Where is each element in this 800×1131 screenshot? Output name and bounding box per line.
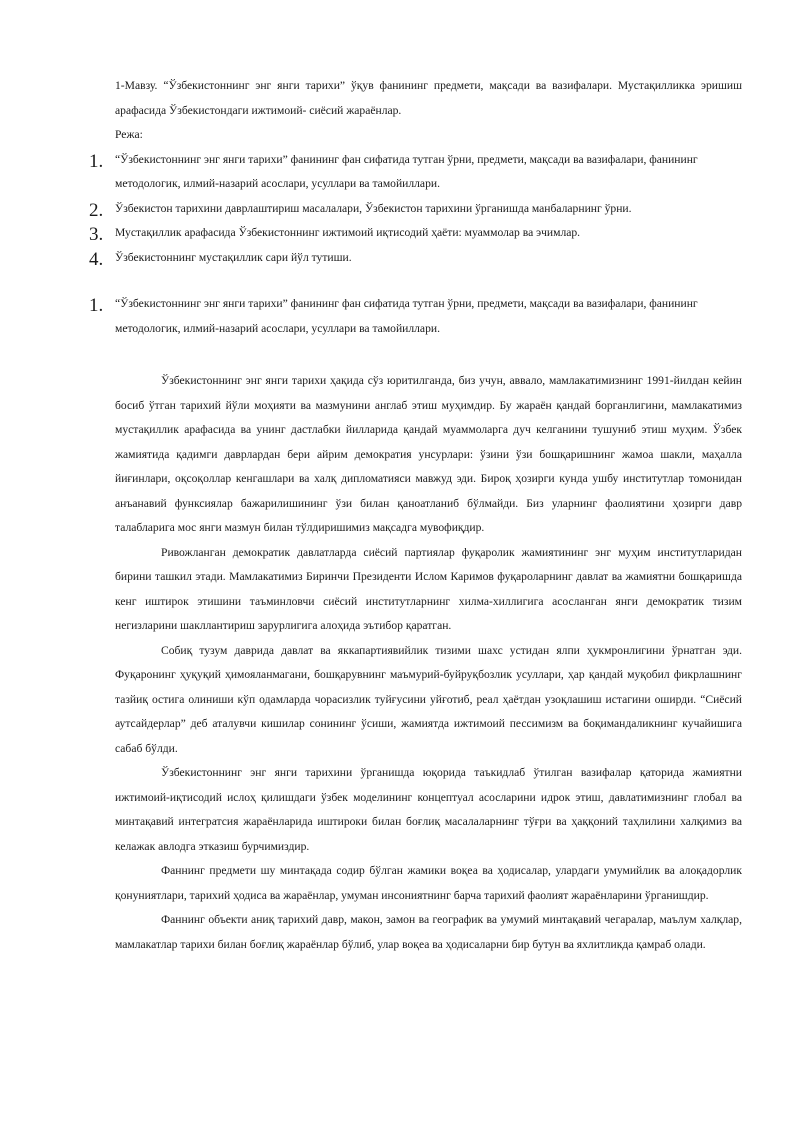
spacer [115, 341, 742, 369]
plan-item-text: Мустақиллик арафасида Ўзбекистоннинг ижтимоий иқтисодий ҳаёти: муаммолар ва эчимлар. [115, 226, 581, 239]
list-number: 1. [89, 150, 104, 172]
list-number: 4. [89, 248, 104, 270]
plan-list [89, 148, 742, 271]
plan-item [89, 221, 742, 246]
body-paragraph: Ўзбекистоннинг энг янги тарихи ҳақида сўз юритилганда, биз учун, аввало, мамлакатимизнинг 1991-йилдан кейин босиб ўтган тарихий йўли моҳияти ва мазмунини англаб этиш муҳимдир. Бу жараён қандай борганлигини, мамлакатимиз мустақиллик арафасида ва унинг дастлабки йилларида қандай муаммоларга дуч келганини тушуниб этиш муҳим. Ўзбек жамиятида қадимги даврлардан бери айрим демократия унсурлари: ўзини ўзи бошқаришнинг жамоа шакли, маҳалла йиғинлари, оқсоқоллар кенгашлари ва халқ дипломатияси мавжуд эди. Бироқ ҳозирги кунда ушбу институтлар томонидан анъанавий функсиялар бажарилишининг ўзи билан қаноатланиб бўлмайди. Биз уларнинг фаолиятини ҳозирги давр талабларига мос янги мазмун билан тўлдиришимиз мақсадга мувофиқдир. [115, 374, 742, 534]
body-paragraph: Фаннинг объекти аниқ тарихий давр, макон, замон ва географик ва умумий минтақавий чегаралар, маълум халқлар, мамлакатлар тарихи билан боғлиқ жараёнлар бўлиб, улар воқеа ва ҳодисаларни бир бутун ва яхлитликда қамраб олади. [115, 913, 742, 951]
section-heading [89, 292, 742, 341]
list-number: 1. [89, 295, 104, 316]
plan-label: Режа: [115, 128, 143, 141]
plan-item [89, 148, 742, 197]
body-paragraph: Ривожланган демократик давлатларда сиёсий партиялар фуқаролик жамиятининг энг муҳим институтларидан бирини ташкил этади. Мамлакатимиз Биринчи Президенти Ислом Каримов фуқароларнинг давлат ва жамиятни бошқаришда кенг иштирок этишини таъминловчи сиёсий институтларнинг хилма-хиллигига асосланган янги демократик тизим негизларини шакллантириш зарурлигига алоҳида эътибор қаратган. [115, 545, 742, 632]
document-page [89, 74, 742, 957]
topic-title: 1-Мавзу. “Ўзбекистоннинг энг янги тарихи” ўқув фанининг предмети, мақсади ва вазифалари. Мустақилликка эришиш арафасида Ўзбекистондаги ижтимоий- сиёсий жараёнлар. [115, 79, 742, 117]
plan-item-text: Ўзбекистон тарихини даврлаштириш масалалари, Ўзбекистон тарихини ўрганишда манбаларнинг ўрни. [115, 201, 632, 215]
body-paragraph: Собиқ тузум даврида давлат ва яккапартиявийлик тизими шахс устидан ялпи ҳукмронлигини ўрнатган эди. Фуқаронинг ҳуқуқий ҳимояланмагани, бошқарувнинг маъмурий-буйруқбозлик усуллари, ҳар қандай муқобил фикрлашнинг тазйиқ остига олиниши кўп одамларда чорасизлик туйғусини уйғотиб, реал ҳаётдан узоқлашиш истагини оширди. “Сиёсий аутсайдерлар” деб аталувчи кишилар сонининг ўсиши, жамиятда ижтимоий пессимизм ва боқимандаликнинг кучайишига сабаб бўлди. [115, 643, 742, 755]
body-paragraph: Фаннинг предмети шу минтақада содир бўлган жамики воқеа ва ҳодисалар, улардаги умумийлик ва алоқадорлик қонуниятлари, тарихий ҳодиса ва жараёнлар, умуман инсониятнинг барча тарихий фаолият жараёнларини ўрганишдир. [115, 864, 742, 902]
plan-item [89, 197, 742, 222]
plan-item-text: Ўзбекистоннинг мустақиллик сари йўл тутиши. [115, 250, 352, 264]
section-heading-text: “Ўзбекистоннинг энг янги тарихи” фанининг фан сифатида тутган ўрни, предмети, мақсади ва вазифалари, фанининг методологик, илмий-назарий асослари, усуллари ва тамойиллари. [115, 297, 698, 335]
list-number: 2. [89, 199, 104, 221]
spacer [115, 270, 742, 292]
list-number: 3. [89, 224, 104, 245]
plan-item [89, 246, 742, 271]
body-paragraph: Ўзбекистоннинг энг янги тарихини ўрганишда юқорида таъкидлаб ўтилган вазифалар қаторида жамиятни ижтимоий-иқтисодий ислоҳ қилишдаги ўзбек моделининг концептуал асосларини идрок этиш, давлатимизнинг глобал ва минтақавий интегратсия жараёнларида иштироки билан боғлиқ масалаларнинг тўғри ва ҳаққоний таҳлилини халқимиз ва келажак авлодга этказиш бурчимиздир. [115, 766, 742, 853]
plan-item-text: “Ўзбекистоннинг энг янги тарихи” фанининг фан сифатида тутган ўрни, предмети, мақсади ва вазифалари, фанининг методологик, илмий-назарий асослари, усуллари ва тамойиллари. [115, 152, 698, 190]
